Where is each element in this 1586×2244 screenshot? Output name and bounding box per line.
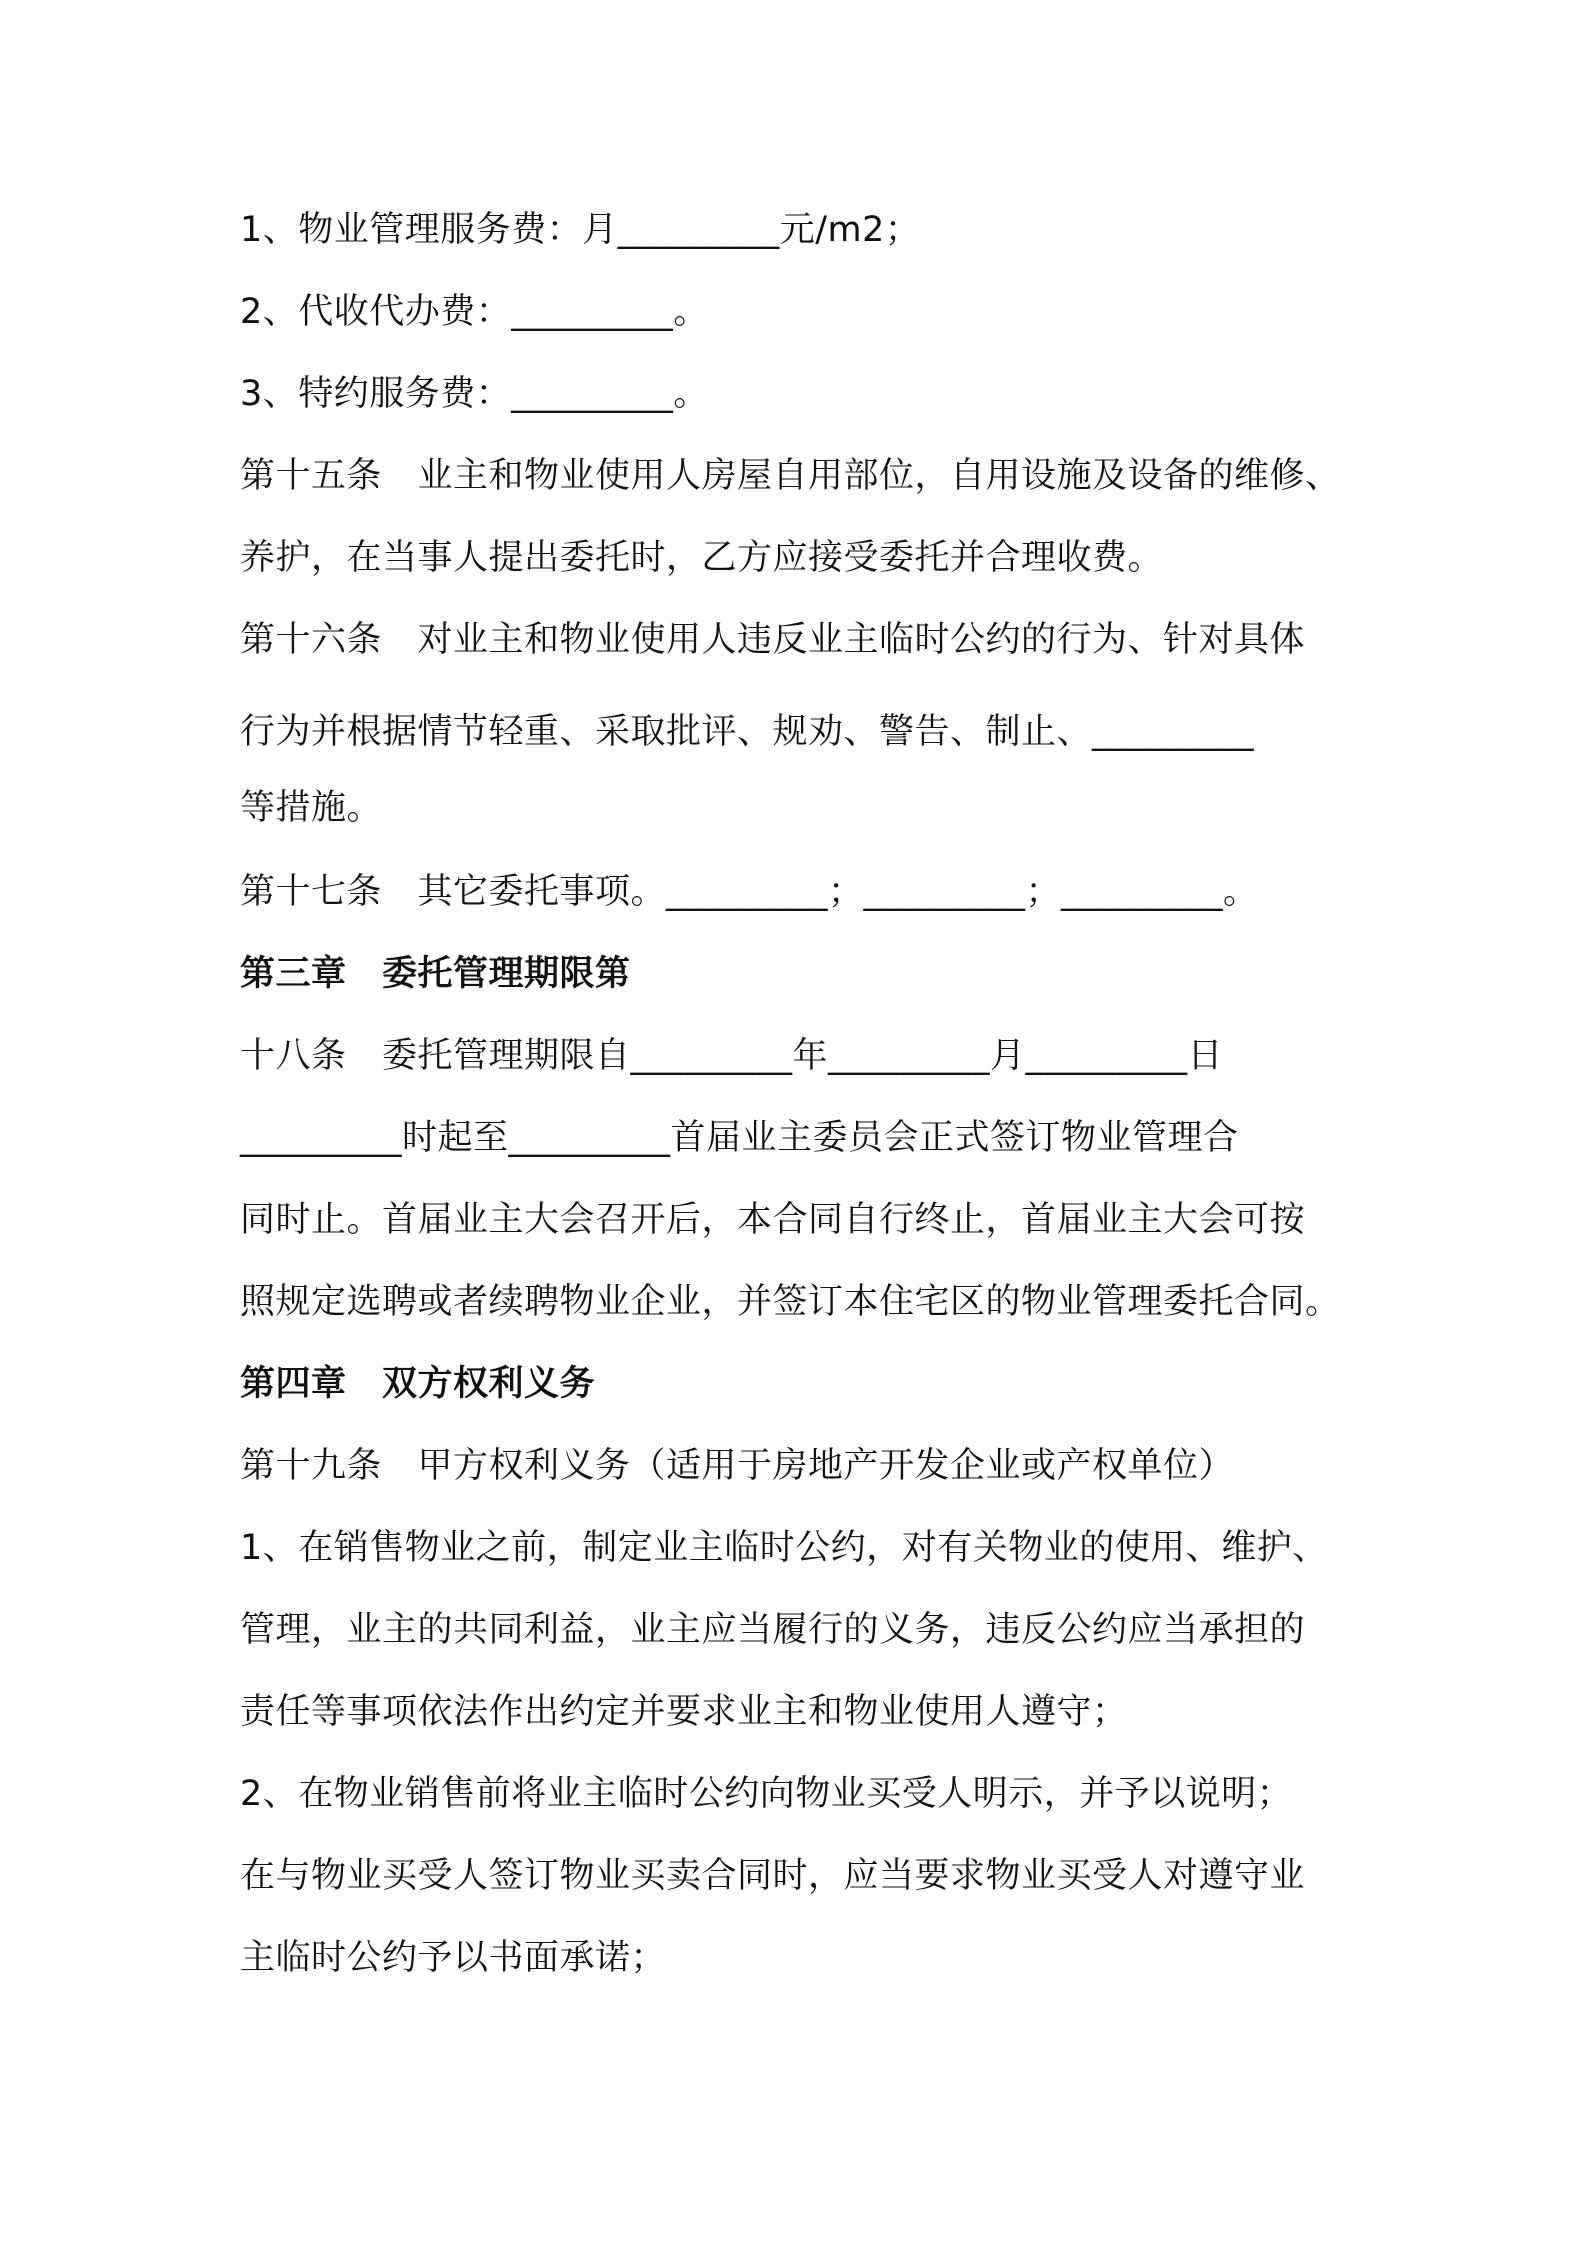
fee-item-1: 1、物业管理服务费：月_________元/m2； xyxy=(240,210,921,250)
article-16-line-2: 行为并根据情节轻重、采取批评、规劝、警告、制止、_________ xyxy=(240,712,1255,752)
article-18-line-2: _________时起至_________首届业主委员会正式签订物业管理合 xyxy=(240,1118,1239,1158)
article-19-heading: 第十九条 甲方权利义务（适用于房地产开发企业或产权单位） xyxy=(240,1446,1235,1486)
article-19-item-2-line-2: 在与物业买受人签订物业买卖合同时，应当要求物业买受人对遵守业 xyxy=(240,1856,1306,1896)
fee-item-3: 3、特约服务费：_________。 xyxy=(240,374,709,414)
article-17: 第十七条 其它委托事项。_________；_________；_________。 xyxy=(240,872,1259,912)
article-16-line-3: 等措施。 xyxy=(240,788,383,828)
article-19-item-2-line-3: 主临时公约予以书面承诺； xyxy=(240,1938,667,1978)
article-19-item-1-line-3: 责任等事项依法作出约定并要求业主和物业使用人遵守； xyxy=(240,1692,1128,1732)
article-18-line-1: 十八条 委托管理期限自_________年_________月_________日 xyxy=(240,1036,1224,1076)
chapter-3-heading: 第三章 委托管理期限第 xyxy=(240,954,631,994)
chapter-4-heading: 第四章 双方权利义务 xyxy=(240,1364,596,1404)
article-18-line-3: 同时止。首届业主大会召开后，本合同自行终止，首届业主大会可按 xyxy=(240,1200,1306,1240)
article-18-line-4: 照规定选聘或者续聘物业企业，并签订本住宅区的物业管理委托合同。 xyxy=(240,1282,1341,1322)
article-16-line-1: 第十六条 对业主和物业使用人违反业主临时公约的行为、针对具体 xyxy=(240,620,1306,660)
article-19-item-1-line-1: 1、在销售物业之前，制定业主临时公约，对有关物业的使用、维护、 xyxy=(240,1528,1328,1568)
article-15-line-2: 养护，在当事人提出委托时，乙方应接受委托并合理收费。 xyxy=(240,538,1164,578)
article-19-item-1-line-2: 管理，业主的共同利益，业主应当履行的义务，违反公约应当承担的 xyxy=(240,1610,1306,1650)
article-15-line-1: 第十五条 业主和物业使用人房屋自用部位，自用设施及设备的维修、 xyxy=(240,456,1341,496)
fee-item-2: 2、代收代办费：_________。 xyxy=(240,292,709,332)
article-19-item-2-line-1: 2、在物业销售前将业主临时公约向物业买受人明示，并予以说明； xyxy=(240,1774,1293,1814)
